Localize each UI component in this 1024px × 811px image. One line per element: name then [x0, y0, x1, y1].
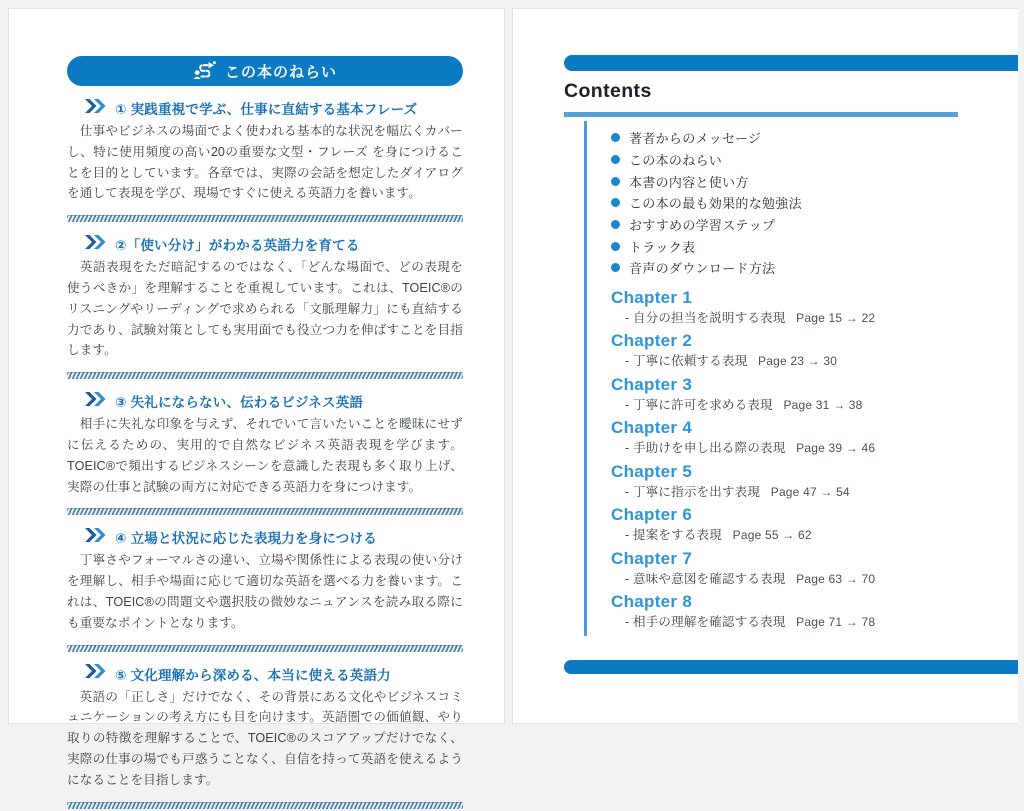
right-page: [512, 8, 1018, 724]
chapter-list: [611, 286, 984, 632]
section-heading: ③ 失礼にならない、伝わるビジネス英語: [115, 395, 364, 411]
aim-section: [67, 664, 463, 809]
section-heading-row: [67, 98, 463, 118]
chapter-entry: [611, 286, 984, 328]
chapter-topic-row: [611, 614, 984, 632]
section-heading-row: [67, 234, 463, 254]
chapter-topic: - 自分の担当を説明する表現: [625, 310, 786, 325]
section-heading: ① 実践重視で学ぶ、仕事に直結する基本フレーズ: [115, 102, 418, 117]
bullet-dot-icon: [611, 133, 620, 142]
chapter-entry: [611, 329, 984, 371]
chapter-title: Chapter 5: [611, 461, 693, 481]
chapter-topic-row: [611, 397, 984, 415]
chapter-topic-row: [611, 440, 984, 458]
front-matter-item: [611, 170, 984, 192]
double-chevron-icon: [85, 392, 107, 411]
aim-section: [67, 234, 463, 379]
chapter-topic: - 手助けを申し出る際の表現: [625, 441, 786, 456]
chapter-title: Chapter 8: [611, 592, 693, 612]
front-matter-label: おすすめの学習ステップ: [629, 218, 776, 234]
contents-title-underline: [564, 112, 958, 117]
chapter-topic-row: [611, 527, 984, 545]
chapter-page-range: Page 55 → 62: [732, 528, 812, 543]
section-body: 相手に失礼な印象を与えず、それでいて言いたいことを曖昧にせずに伝えるための、実用的で自然なビジネス英語表現を学びます。TOEIC®で頻出するビジネスシーンを意識した表現も多く取り上げ、実際の仕事と試験の両方に対応できる英語力を身につけます。: [67, 417, 463, 494]
chapter-topic: - 提案をする表現: [625, 528, 722, 543]
chapter-page-range: Page 31 → 38: [783, 397, 863, 412]
left-page: [8, 8, 505, 787]
contents-title: Contents: [564, 80, 652, 102]
chapter-entry: [611, 460, 984, 502]
chapter-topic-row: [611, 353, 984, 371]
chapter-page-range: Page 39 → 46: [796, 441, 876, 456]
chapter-entry: [611, 547, 984, 589]
chapter-page-range: Page 71 → 78: [796, 615, 876, 630]
front-matter-label: 著者からのメッセージ: [629, 131, 762, 147]
section-heading: ④ 立場と状況に応じた表現力を身につける: [115, 531, 377, 547]
section-heading-row: [67, 391, 463, 411]
chapter-entry: [611, 416, 984, 458]
front-matter-item: [611, 127, 984, 149]
chapter-page-range: Page 63 → 70: [796, 571, 876, 586]
front-matter-label: 本書の内容と使い方: [629, 174, 749, 190]
section-heading-row: [67, 664, 463, 684]
bullet-dot-icon: [611, 198, 620, 207]
front-matter-item: [611, 192, 984, 214]
double-chevron-icon: [85, 235, 107, 254]
chapter-page-range: Page 23 → 30: [758, 354, 838, 369]
chapter-topic: - 意味や意図を確認する表現: [625, 571, 786, 586]
double-chevron-icon: [85, 528, 107, 547]
chapter-topic: - 丁寧に指示を出す表現: [625, 484, 761, 499]
bullet-dot-icon: [611, 263, 620, 272]
chapter-topic: - 相手の理解を確認する表現: [625, 615, 786, 630]
front-matter-item: [611, 149, 984, 171]
chapter-topic-row: [611, 571, 984, 589]
chapter-entry: [611, 503, 984, 545]
section-body: 英語表現をただ暗記するのではなく、「どんな場面で、どの表現を使うべきか」を理解することを重視しています。これは、TOEIC®のリスニングやリーディングで求められる「文脈理解力」にも直結する力であり、試験対策としても実用面でも役立つ力を伸ばすことを目指します。: [67, 260, 463, 358]
aim-section: [67, 391, 463, 515]
chapter-topic: - 丁寧に許可を求める表現: [625, 397, 773, 412]
front-matter-label: トラック表: [629, 239, 696, 255]
chapter-entry: [611, 373, 984, 415]
section-heading: ⑤ 文化理解から深める、本当に使える英語力: [115, 667, 391, 683]
left-page-content: [67, 56, 463, 811]
chapter-page-range: Page 15 → 22: [796, 310, 876, 325]
section-divider: [67, 802, 463, 809]
section-body: 仕事やビジネスの場面でよく使われる基本的な状況を幅広くカバーし、特に使用頻度の高い20の重要な文型・フレーズ を身につけることを目的としています。各章では、実際の会話を想定したダイアログを通して表現を学び、現場ですぐに使える英語力を養います。: [67, 124, 463, 201]
front-matter-item: [611, 235, 984, 257]
chapter-topic-row: [611, 484, 984, 502]
bullet-dot-icon: [611, 242, 620, 251]
section-body: 丁寧さやフォーマルさの違い、立場や関係性による表現の使い分けを理解し、相手や場面に応じて適切な英語を選べる力を養います。これは、TOEIC®の問題文や選択肢の微妙なニュアンスを読み取る際にも重要なポイントとなります。: [67, 553, 463, 630]
bottom-accent-bar: [564, 660, 1018, 674]
table-of-contents: [584, 121, 984, 636]
front-matter-item: [611, 257, 984, 279]
section-heading: ②「使い分け」がわかる英語力を育てる: [115, 238, 360, 254]
section-divider: [67, 215, 463, 222]
front-matter-label: この本の最も効果的な勉強法: [629, 196, 802, 212]
section-divider: [67, 508, 463, 515]
section-divider: [67, 372, 463, 379]
chapter-title: Chapter 2: [611, 331, 693, 351]
chapter-topic: - 丁寧に依頼する表現: [625, 354, 748, 369]
chapter-page-range: Page 47 → 54: [770, 484, 850, 499]
chapter-topic-row: [611, 310, 984, 328]
bullet-dot-icon: [611, 155, 620, 164]
chapter-title: Chapter 3: [611, 374, 693, 394]
chapter-title: Chapter 4: [611, 418, 693, 438]
double-chevron-icon: [85, 664, 107, 683]
chapter-title: Chapter 7: [611, 548, 693, 568]
bullet-dot-icon: [611, 220, 620, 229]
front-matter-label: この本のねらい: [629, 153, 723, 169]
top-accent-bar: [564, 55, 1018, 71]
chapter-title: Chapter 1: [611, 287, 693, 307]
section-heading-row: [67, 527, 463, 547]
chapter-entry: [611, 590, 984, 632]
section-body: 英語の「正しさ」だけでなく、その背景にある文化やビジネスコミュニケーションの考え方にも目を向けます。英語圏での価値観、やり取りの特徴を理解することで、TOEIC®のスコアアップだけでなく、実際の仕事の場でも戸惑うことなく、自信を持って英語を使えるようになることを目指します。: [67, 689, 463, 787]
double-chevron-icon: [85, 99, 107, 118]
route-person-icon: [193, 61, 216, 81]
front-matter-label: 音声のダウンロード方法: [629, 261, 776, 277]
chapter-title: Chapter 6: [611, 505, 693, 525]
front-matter-item: [611, 214, 984, 236]
bullet-dot-icon: [611, 177, 620, 186]
aim-section: [67, 527, 463, 651]
aim-section: [67, 98, 463, 222]
page-title-banner: [67, 56, 463, 86]
page-title-label: この本のねらい: [224, 63, 337, 81]
section-divider: [67, 645, 463, 652]
